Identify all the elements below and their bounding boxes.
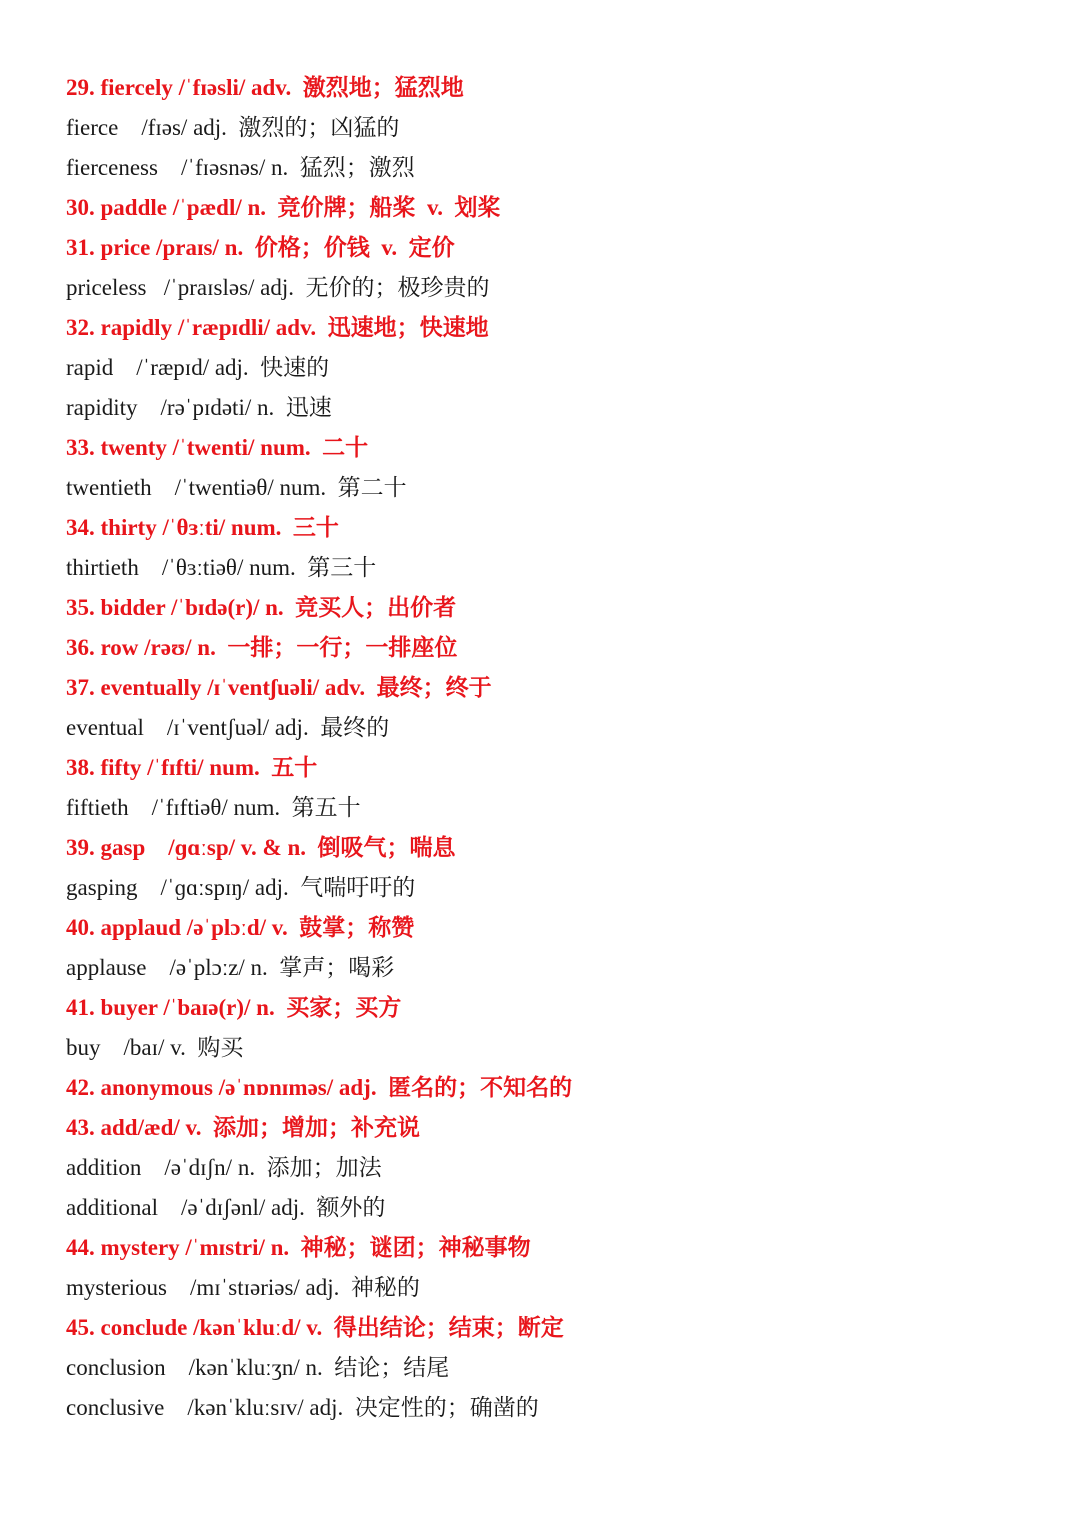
vocab-headword-line: 34. thirty /ˈθɜːti/ num. 三十 xyxy=(66,515,339,540)
vocab-headword-line: 42. anonymous /əˈnɒnɪməs/ adj. 匿名的；不知名的 xyxy=(66,1075,573,1100)
vocab-derivative-line: fierceness /ˈfɪəsnəs/ n. 猛烈；激烈 xyxy=(66,155,415,180)
vocab-derivative-line: conclusion /kənˈkluːʒn/ n. 结论；结尾 xyxy=(66,1355,450,1380)
vocab-derivative-line: gasping /ˈɡɑːspɪŋ/ adj. 气喘吁吁的 xyxy=(66,875,416,900)
vocab-headword-line: 33. twenty /ˈtwenti/ num. 二十 xyxy=(66,435,369,460)
vocab-derivative-line: rapidity /rəˈpɪdəti/ n. 迅速 xyxy=(66,395,332,420)
vocab-headword-line: 37. eventually /ɪˈventʃuəli/ adv. 最终；终于 xyxy=(66,675,492,700)
vocab-derivative-line: additional /əˈdɪʃənl/ adj. 额外的 xyxy=(66,1195,386,1220)
vocab-derivative-line: rapid /ˈræpɪd/ adj. 快速的 xyxy=(66,355,330,380)
vocab-headword-line: 44. mystery /ˈmɪstri/ n. 神秘；谜团；神秘事物 xyxy=(66,1235,531,1260)
vocab-derivative-line: twentieth /ˈtwentiəθ/ num. 第二十 xyxy=(66,475,407,500)
vocab-headword-line: 32. rapidly /ˈræpɪdli/ adv. 迅速地；快速地 xyxy=(66,315,489,340)
vocab-derivative-line: applause /əˈplɔːz/ n. 掌声；喝彩 xyxy=(66,955,395,980)
vocab-headword-line: 36. row /rəʊ/ n. 一排；一行；一排座位 xyxy=(66,635,458,660)
vocab-headword-line: 38. fifty /ˈfɪfti/ num. 五十 xyxy=(66,755,318,780)
vocab-derivative-line: eventual /ɪˈventʃuəl/ adj. 最终的 xyxy=(66,715,390,740)
vocab-derivative-line: priceless /ˈpraɪsləs/ adj. 无价的；极珍贵的 xyxy=(66,275,490,300)
vocab-headword-line: 40. applaud /əˈplɔːd/ v. 鼓掌；称赞 xyxy=(66,915,415,940)
vocab-headword-line: 43. add/æd/ v. 添加；增加；补充说 xyxy=(66,1115,420,1140)
vocab-derivative-line: buy /baɪ/ v. 购买 xyxy=(66,1035,244,1060)
vocab-headword-line: 45. conclude /kənˈkluːd/ v. 得出结论；结束；断定 xyxy=(66,1315,564,1340)
vocab-derivative-line: fierce /fɪəs/ adj. 激烈的；凶猛的 xyxy=(66,115,400,140)
vocab-derivative-line: fiftieth /ˈfɪftiəθ/ num. 第五十 xyxy=(66,795,361,820)
vocab-derivative-line: conclusive /kənˈkluːsɪv/ adj. 决定性的；确凿的 xyxy=(66,1395,539,1420)
vocabulary-list xyxy=(66,68,1046,1428)
vocab-headword-line: 35. bidder /ˈbɪdə(r)/ n. 竞买人；出价者 xyxy=(66,595,457,620)
vocab-headword-line: 41. buyer /ˈbaɪə(r)/ n. 买家；买方 xyxy=(66,995,402,1020)
vocab-derivative-line: addition /əˈdɪʃn/ n. 添加；加法 xyxy=(66,1155,382,1180)
vocab-derivative-line: mysterious /mɪˈstɪəriəs/ adj. 神秘的 xyxy=(66,1275,420,1300)
vocab-headword-line: 30. paddle /ˈpædl/ n. 竞价牌；船桨 v. 划桨 xyxy=(66,195,501,220)
vocab-derivative-line: thirtieth /ˈθɜːtiəθ/ num. 第三十 xyxy=(66,555,377,580)
vocab-headword-line: 31. price /praɪs/ n. 价格；价钱 v. 定价 xyxy=(66,235,455,260)
vocab-headword-line: 29. fiercely /ˈfɪəsli/ adv. 激烈地；猛烈地 xyxy=(66,75,464,100)
vocab-headword-line: 39. gasp /ɡɑːsp/ v. & n. 倒吸气；喘息 xyxy=(66,835,456,860)
